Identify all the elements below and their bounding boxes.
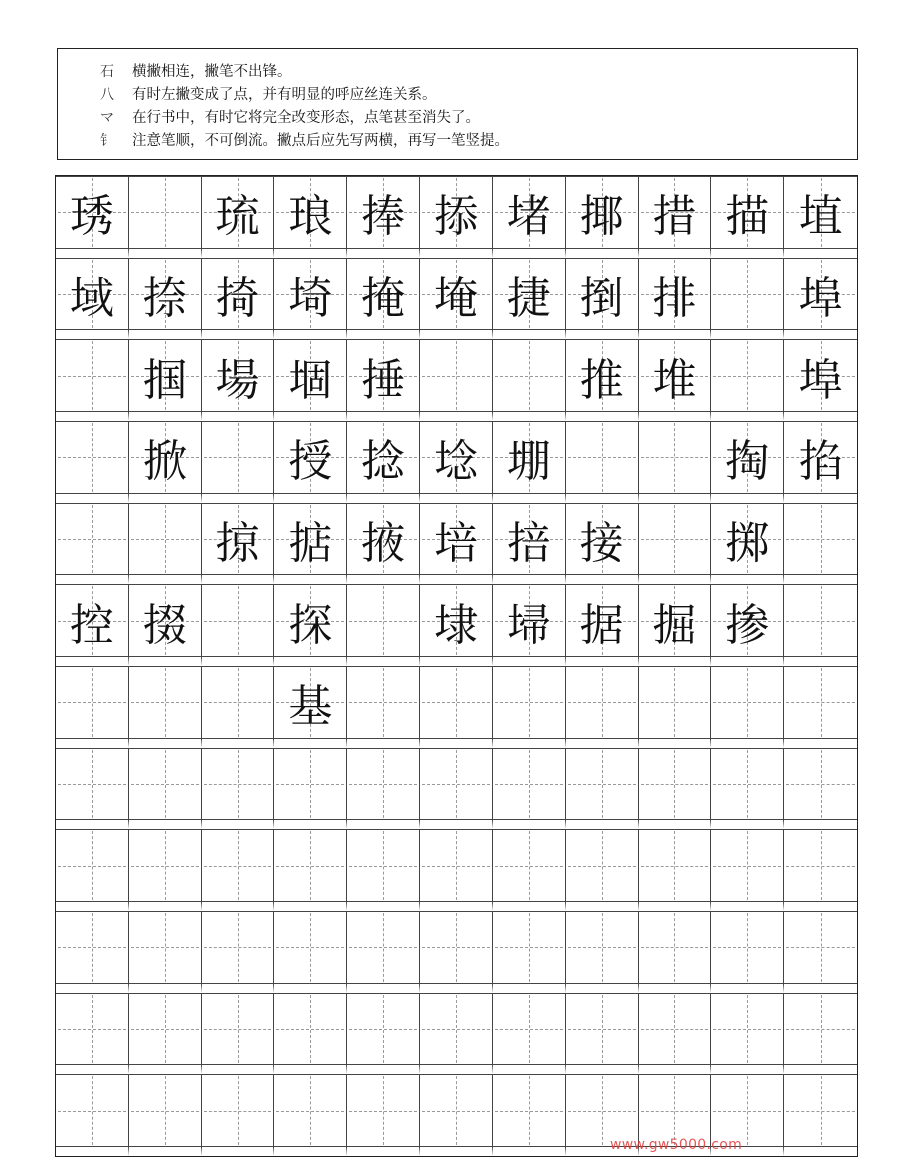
cell-glyph: 描 bbox=[725, 191, 770, 243]
cell-glyph: 埭 bbox=[433, 599, 478, 651]
cell-glyph: 埴 bbox=[798, 191, 843, 243]
grid-cell bbox=[56, 993, 129, 1075]
grid-cell bbox=[56, 421, 129, 503]
grid-cell bbox=[493, 258, 566, 340]
grid-cell bbox=[566, 503, 639, 585]
cell-glyph: 琉 bbox=[215, 191, 260, 243]
cell-glyph: 堵 bbox=[506, 191, 551, 243]
grid-cell bbox=[129, 748, 202, 830]
cell-glyph: 掀 bbox=[142, 436, 187, 488]
grid-cell bbox=[129, 584, 202, 666]
note-row bbox=[100, 107, 857, 130]
grid-cell bbox=[129, 993, 202, 1075]
grid-cell bbox=[347, 993, 420, 1075]
cell-glyph: 揶 bbox=[579, 191, 624, 243]
grid-cell bbox=[639, 993, 712, 1075]
note-text: 注意笔顺，不可倒流。撇点后应先写两横，再写一笔竖提。 bbox=[132, 133, 509, 149]
notes-box bbox=[57, 48, 858, 160]
grid-cell bbox=[784, 584, 857, 666]
cell-glyph: 埽 bbox=[506, 599, 551, 651]
cell-glyph: 控 bbox=[69, 599, 114, 651]
note-text: 有时左撇变成了点，并有明显的呼应丝连关系。 bbox=[132, 87, 437, 103]
grid-cell bbox=[493, 421, 566, 503]
grid-cell bbox=[56, 829, 129, 911]
grid-cell bbox=[347, 258, 420, 340]
cell-glyph: 堌 bbox=[288, 354, 333, 406]
grid-cell bbox=[347, 911, 420, 993]
grid-cell bbox=[566, 748, 639, 830]
grid-cell bbox=[347, 748, 420, 830]
grid-cell bbox=[202, 176, 275, 258]
grid-cell bbox=[420, 421, 493, 503]
grid-cell bbox=[639, 911, 712, 993]
cell-glyph: 堆 bbox=[652, 354, 697, 406]
cell-glyph: 掭 bbox=[433, 191, 478, 243]
grid-cell bbox=[420, 503, 493, 585]
grid-cell bbox=[420, 339, 493, 421]
grid-cell bbox=[274, 666, 347, 748]
grid-cell bbox=[274, 339, 347, 421]
grid-cell bbox=[711, 176, 784, 258]
grid-cell bbox=[566, 176, 639, 258]
grid-cell bbox=[202, 421, 275, 503]
grid-cell bbox=[129, 1074, 202, 1156]
grid-cell bbox=[347, 421, 420, 503]
cell-glyph: 捶 bbox=[361, 354, 406, 406]
grid-cell bbox=[420, 911, 493, 993]
grid-cell bbox=[784, 176, 857, 258]
cell-glyph: 掘 bbox=[652, 599, 697, 651]
grid-cell bbox=[784, 829, 857, 911]
grid-cell bbox=[347, 339, 420, 421]
grid-cell bbox=[493, 993, 566, 1075]
cell-glyph: 捧 bbox=[361, 191, 406, 243]
cell-glyph: 捻 bbox=[361, 436, 406, 488]
cell-glyph: 掎 bbox=[215, 272, 260, 324]
grid-cell bbox=[274, 1074, 347, 1156]
cell-glyph: 埠 bbox=[798, 354, 843, 406]
cell-glyph: 埠 bbox=[798, 272, 843, 324]
grid-cell bbox=[784, 258, 857, 340]
grid-cell bbox=[347, 666, 420, 748]
note-row bbox=[100, 61, 857, 84]
grid-cell bbox=[493, 666, 566, 748]
grid-cell bbox=[566, 258, 639, 340]
cell-glyph: 排 bbox=[652, 272, 697, 324]
cell-glyph: 掇 bbox=[142, 599, 187, 651]
grid-cell bbox=[129, 339, 202, 421]
grid-cell bbox=[56, 339, 129, 421]
cell-glyph: 掏 bbox=[725, 436, 770, 488]
grid-cell bbox=[56, 176, 129, 258]
grid-cell bbox=[274, 421, 347, 503]
cell-glyph: 据 bbox=[579, 599, 624, 651]
grid-cell bbox=[56, 748, 129, 830]
grid-cell bbox=[493, 339, 566, 421]
grid-cell bbox=[711, 666, 784, 748]
grid-cell bbox=[202, 748, 275, 830]
grid-cell bbox=[493, 829, 566, 911]
grid-cell bbox=[347, 503, 420, 585]
cell-glyph: 基 bbox=[288, 681, 333, 733]
grid-cell bbox=[202, 666, 275, 748]
grid-cell bbox=[784, 911, 857, 993]
grid-cell bbox=[566, 911, 639, 993]
grid-cell bbox=[129, 911, 202, 993]
grid-cell bbox=[784, 748, 857, 830]
grid-cell bbox=[639, 829, 712, 911]
grid-cell bbox=[129, 176, 202, 258]
grid-cell bbox=[784, 421, 857, 503]
grid-cell bbox=[129, 666, 202, 748]
cell-glyph: 埯 bbox=[433, 272, 478, 324]
grid-cell bbox=[274, 829, 347, 911]
cell-glyph: 授 bbox=[288, 436, 333, 488]
grid-cell bbox=[711, 748, 784, 830]
grid-cell bbox=[639, 503, 712, 585]
grid-cell bbox=[129, 503, 202, 585]
grid-cell bbox=[493, 503, 566, 585]
cell-glyph: 埼 bbox=[288, 272, 333, 324]
note-example: 石 bbox=[100, 64, 114, 80]
grid-cell bbox=[566, 584, 639, 666]
grid-cell bbox=[420, 829, 493, 911]
grid-cell bbox=[639, 666, 712, 748]
grid-cell bbox=[347, 1074, 420, 1156]
grid-cell bbox=[202, 911, 275, 993]
grid-cell bbox=[711, 258, 784, 340]
grid-cell bbox=[129, 829, 202, 911]
grid-cell bbox=[639, 258, 712, 340]
grid-cell bbox=[711, 584, 784, 666]
grid-cell bbox=[493, 1074, 566, 1156]
grid-cell bbox=[347, 829, 420, 911]
grid-cell bbox=[202, 1074, 275, 1156]
cell-glyph: 捺 bbox=[142, 272, 187, 324]
cell-glyph: 掖 bbox=[361, 517, 406, 569]
grid-cell bbox=[784, 1074, 857, 1156]
grid-cell bbox=[420, 176, 493, 258]
grid-cell bbox=[639, 339, 712, 421]
grid-cell bbox=[493, 911, 566, 993]
grid-cell bbox=[202, 829, 275, 911]
note-example: マ bbox=[100, 110, 114, 126]
grid-cell bbox=[56, 584, 129, 666]
note-text: 在行书中，有时它将完全改变形态，点笔甚至消失了。 bbox=[132, 110, 480, 126]
cell-glyph: 域 bbox=[69, 272, 114, 324]
note-text: 横撇相连，撇笔不出锋。 bbox=[132, 64, 292, 80]
cell-glyph: 琅 bbox=[288, 191, 333, 243]
grid-cell bbox=[711, 993, 784, 1075]
grid-cell bbox=[566, 829, 639, 911]
grid-cell bbox=[202, 258, 275, 340]
grid-cell bbox=[493, 748, 566, 830]
grid-cell bbox=[202, 339, 275, 421]
grid-cell bbox=[711, 503, 784, 585]
grid-cell bbox=[711, 421, 784, 503]
grid-cell bbox=[347, 176, 420, 258]
cell-glyph: 掷 bbox=[725, 517, 770, 569]
cell-glyph: 措 bbox=[652, 191, 697, 243]
grid-cell bbox=[493, 176, 566, 258]
cell-glyph: 推 bbox=[579, 354, 624, 406]
cell-glyph: 掩 bbox=[361, 272, 406, 324]
grid-cell bbox=[711, 829, 784, 911]
grid-cell bbox=[420, 584, 493, 666]
grid-cell bbox=[639, 176, 712, 258]
grid-cell bbox=[566, 666, 639, 748]
grid-cell bbox=[56, 258, 129, 340]
cell-glyph: 掂 bbox=[288, 517, 333, 569]
grid-cell bbox=[711, 339, 784, 421]
grid-cell bbox=[202, 503, 275, 585]
grid-cell bbox=[202, 584, 275, 666]
grid-cell bbox=[56, 911, 129, 993]
grid-cell bbox=[566, 421, 639, 503]
cell-glyph: 捯 bbox=[579, 272, 624, 324]
grid-cell bbox=[420, 748, 493, 830]
grid-cell bbox=[566, 339, 639, 421]
grid-cell bbox=[347, 584, 420, 666]
cell-glyph: 掺 bbox=[725, 599, 770, 651]
grid-cell bbox=[274, 258, 347, 340]
cell-glyph: 探 bbox=[288, 599, 333, 651]
grid-cell bbox=[639, 584, 712, 666]
cell-glyph: 掴 bbox=[142, 354, 187, 406]
note-example: 八 bbox=[100, 87, 114, 103]
grid-cell bbox=[493, 584, 566, 666]
grid-cell bbox=[274, 584, 347, 666]
cell-glyph: 捷 bbox=[506, 272, 551, 324]
grid-cell bbox=[566, 993, 639, 1075]
grid-cell bbox=[274, 176, 347, 258]
cell-glyph: 培 bbox=[433, 517, 478, 569]
cell-glyph: 接 bbox=[579, 517, 624, 569]
grid-cell bbox=[420, 1074, 493, 1156]
note-example: 钅 bbox=[100, 133, 114, 149]
grid-cell bbox=[129, 421, 202, 503]
cell-glyph: 掐 bbox=[798, 436, 843, 488]
grid-cell bbox=[56, 503, 129, 585]
grid-cell bbox=[202, 993, 275, 1075]
grid-cell bbox=[784, 666, 857, 748]
grid-cell bbox=[784, 993, 857, 1075]
grid-cell bbox=[420, 993, 493, 1075]
grid-cell bbox=[420, 258, 493, 340]
grid-cell bbox=[639, 421, 712, 503]
practice-grid bbox=[55, 175, 858, 1157]
grid-cell bbox=[56, 1074, 129, 1156]
grid-cell bbox=[274, 911, 347, 993]
grid-cell bbox=[639, 748, 712, 830]
grid-cell bbox=[274, 503, 347, 585]
cell-glyph: 埝 bbox=[433, 436, 478, 488]
cell-glyph: 掠 bbox=[215, 517, 260, 569]
grid-cell bbox=[420, 666, 493, 748]
grid-cell bbox=[274, 993, 347, 1075]
cell-glyph: 琇 bbox=[69, 191, 114, 243]
note-row bbox=[100, 84, 857, 107]
cell-glyph: 堋 bbox=[506, 436, 551, 488]
grid-cell bbox=[784, 339, 857, 421]
grid-cell bbox=[711, 911, 784, 993]
grid-cell bbox=[784, 503, 857, 585]
site-watermark: www.gw5000.com bbox=[610, 1137, 743, 1153]
cell-glyph: 場 bbox=[215, 354, 260, 406]
note-row bbox=[100, 130, 857, 153]
cell-glyph: 掊 bbox=[506, 517, 551, 569]
grid-cell bbox=[56, 666, 129, 748]
grid-cell bbox=[129, 258, 202, 340]
grid-cell bbox=[274, 748, 347, 830]
